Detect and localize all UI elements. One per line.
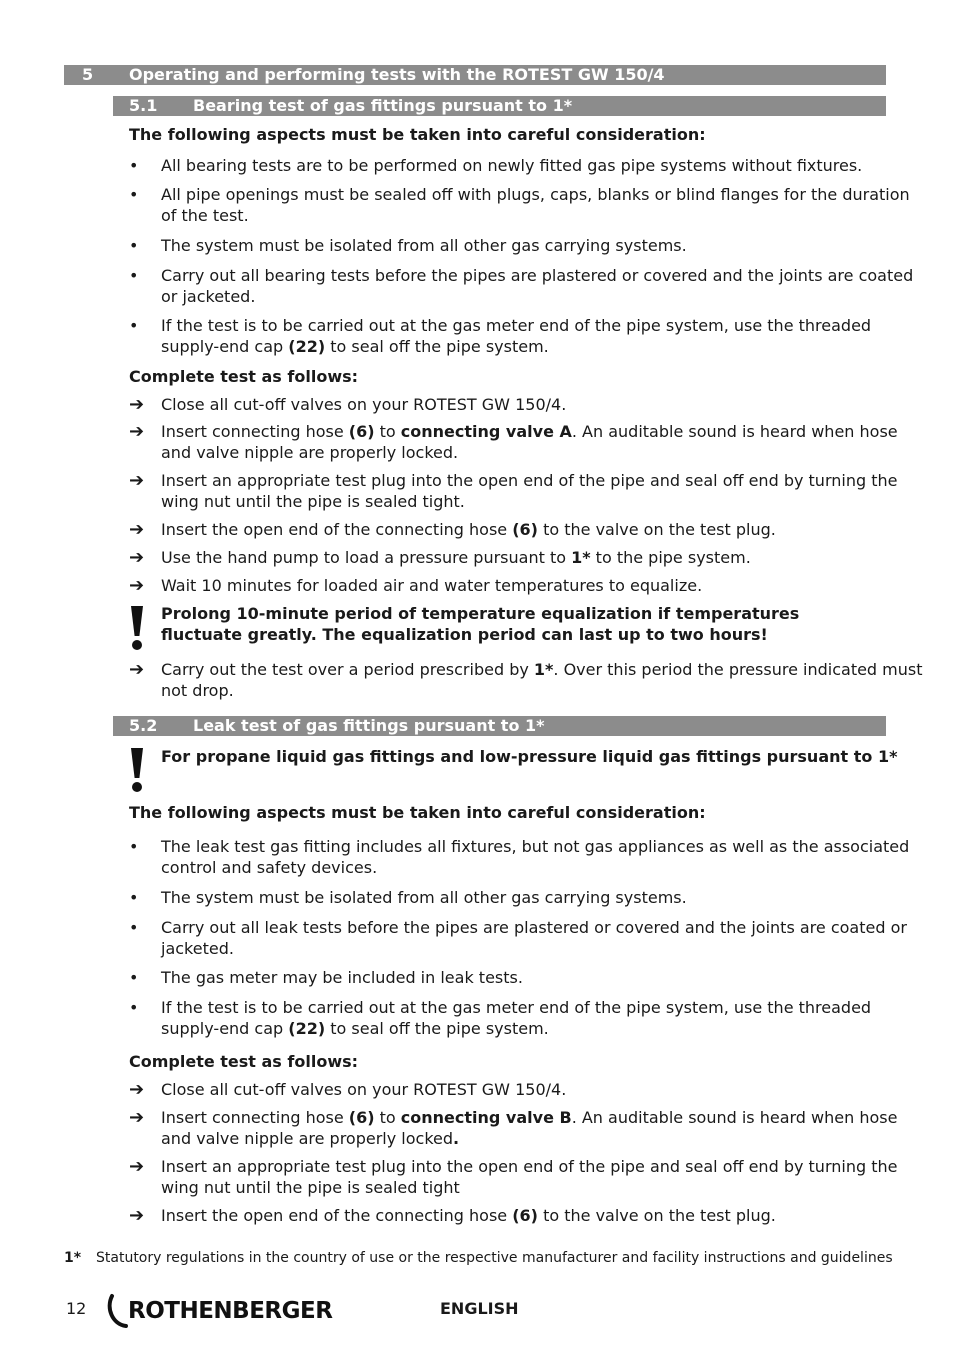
step-item bbox=[161, 1107, 898, 1149]
step-item: Wait 10 minutes for loaded air and water temperatures to equalize. bbox=[161, 576, 703, 595]
line: to seal off the pipe system. bbox=[325, 1019, 549, 1038]
arrow-icon: ➔ bbox=[129, 394, 145, 415]
arrow-icon: ➔ bbox=[129, 519, 145, 540]
line: or jacketed. bbox=[161, 287, 256, 306]
line: If the test is to be carried out at the gas meter end of the pipe system, use the threaded bbox=[161, 998, 872, 1017]
text: Use the hand pump to load a pressure pursuant to bbox=[161, 548, 572, 567]
line: Carry out all leak tests before the pipes are plastered or covered and the joints are coated or bbox=[161, 918, 907, 937]
text: . bbox=[453, 1129, 460, 1148]
line: supply-end cap bbox=[161, 337, 289, 356]
bullet-marker: • bbox=[129, 185, 139, 204]
step-item bbox=[161, 659, 923, 701]
subsection-title: Bearing test of gas fittings pursuant to 1* bbox=[193, 96, 573, 115]
logo-swoosh bbox=[110, 1296, 126, 1326]
step-item: Close all cut-off valves on your ROTEST GW 150/4. bbox=[161, 1080, 567, 1099]
bullet-marker: • bbox=[129, 918, 139, 937]
text: wing nut until the pipe is sealed tight. bbox=[161, 492, 465, 511]
text: Insert the open end of the connecting hose bbox=[161, 520, 513, 539]
arrow-icon: ➔ bbox=[129, 1079, 145, 1100]
language-label: ENGLISH bbox=[440, 1299, 519, 1318]
line: The leak test gas fitting includes all fixtures, but not gas appliances as well as the associated bbox=[161, 837, 910, 856]
line: Prolong 10-minute period of temperature equalization if temperatures bbox=[161, 604, 800, 623]
text: to the valve on the test plug. bbox=[537, 1206, 776, 1225]
section-title: Operating and performing tests with the ROTEST GW 150/4 bbox=[129, 65, 665, 84]
text: . An auditable sound is heard when hose bbox=[571, 422, 898, 441]
logo-text: ROTHENBERGER bbox=[128, 1298, 333, 1324]
list-item bbox=[161, 917, 907, 959]
text: to bbox=[374, 422, 401, 441]
bullet-marker: • bbox=[129, 236, 139, 255]
subsection-number: 5.2 bbox=[129, 716, 158, 735]
list-item: All bearing tests are to be performed on newly fitted gas pipe systems without fixtures. bbox=[161, 156, 863, 175]
part-ref: (6) bbox=[512, 520, 538, 539]
arrow-icon: ➔ bbox=[129, 1156, 145, 1177]
step-item bbox=[161, 1156, 898, 1198]
text: not drop. bbox=[161, 681, 234, 700]
step-item bbox=[161, 547, 889, 568]
rothenberger-logo bbox=[104, 1290, 354, 1330]
arrow-icon: ➔ bbox=[129, 1107, 145, 1128]
text: to the pipe system. bbox=[590, 548, 751, 567]
text: . Over this period the pressure indicated must bbox=[553, 660, 923, 679]
section-header bbox=[64, 65, 886, 85]
list-item bbox=[161, 836, 910, 878]
valve-name: connecting valve B bbox=[400, 1108, 572, 1127]
arrow-icon: ➔ bbox=[129, 547, 145, 568]
list-item bbox=[161, 184, 910, 226]
arrow-icon: ➔ bbox=[129, 1205, 145, 1226]
list-item: The system must be isolated from all other gas carrying systems. bbox=[161, 236, 687, 255]
text: Insert connecting hose bbox=[161, 1108, 349, 1127]
part-ref: (6) bbox=[348, 422, 375, 441]
line: Carry out all bearing tests before the pipes are plastered or covered and the joints are coated bbox=[161, 266, 914, 285]
arrow-icon: ➔ bbox=[129, 421, 145, 442]
text: Insert the open end of the connecting hose bbox=[161, 1206, 513, 1225]
part-ref: (22) bbox=[288, 1019, 326, 1038]
arrow-icon: ➔ bbox=[129, 575, 145, 596]
list-item bbox=[161, 315, 889, 357]
part-ref: (6) bbox=[348, 1108, 375, 1127]
warning-icon bbox=[128, 606, 146, 652]
list-item: The gas meter may be included in leak tests. bbox=[161, 968, 523, 987]
step-item: Close all cut-off valves on your ROTEST GW 150/4. bbox=[161, 395, 567, 414]
line: If the test is to be carried out at the gas meter end of the pipe system, use the threaded bbox=[161, 316, 872, 335]
text: . An auditable sound is heard when hose bbox=[571, 1108, 898, 1127]
subsection-header-5-1 bbox=[113, 96, 886, 116]
list-item bbox=[161, 997, 889, 1039]
arrow-icon: ➔ bbox=[129, 659, 145, 680]
list-item: The system must be isolated from all other gas carrying systems. bbox=[161, 888, 687, 907]
line: control and safety devices. bbox=[161, 858, 378, 877]
section-number: 5 bbox=[82, 65, 94, 84]
page-number: 12 bbox=[66, 1299, 87, 1318]
line: of the test. bbox=[161, 206, 249, 225]
part-ref: (22) bbox=[288, 337, 326, 356]
footnote-text: Statutory regulations in the country of use or the respective manufacturer and facility instructions and guidelines bbox=[96, 1250, 893, 1266]
ref: 1* bbox=[571, 548, 591, 567]
step-item bbox=[161, 1205, 889, 1226]
bullet-marker: • bbox=[129, 968, 139, 987]
bullet-marker: • bbox=[129, 156, 139, 175]
ref: 1* bbox=[533, 660, 554, 679]
text: and valve nipple are properly locked. bbox=[161, 443, 459, 462]
steps-heading: Complete test as follows: bbox=[129, 367, 359, 386]
bullet-marker: • bbox=[129, 266, 139, 285]
text: Insert connecting hose bbox=[161, 422, 349, 441]
line: to seal off the pipe system. bbox=[325, 337, 549, 356]
part-ref: (6) bbox=[512, 1206, 538, 1225]
subsection-header-5-2 bbox=[113, 716, 886, 736]
considerations-heading: The following aspects must be taken into careful consideration: bbox=[129, 125, 706, 144]
steps-heading: Complete test as follows: bbox=[129, 1052, 359, 1071]
step-item bbox=[161, 470, 898, 512]
step-item bbox=[161, 421, 898, 463]
line: All pipe openings must be sealed off with plugs, caps, blanks or blind flanges for the duration bbox=[161, 185, 910, 204]
warning-text: For propane liquid gas fittings and low-pressure liquid gas fittings pursuant to 1* bbox=[161, 747, 898, 766]
text: to the valve on the test plug. bbox=[537, 520, 776, 539]
bullet-marker: • bbox=[129, 998, 139, 1017]
text: and valve nipple are properly locked bbox=[161, 1129, 454, 1148]
valve-name: connecting valve A bbox=[400, 422, 572, 441]
text: to bbox=[374, 1108, 401, 1127]
line: fluctuate greatly. The equalization period can last up to two hours! bbox=[161, 625, 768, 644]
subsection-number: 5.1 bbox=[129, 96, 158, 115]
subsection-title: Leak test of gas fittings pursuant to 1* bbox=[193, 716, 545, 735]
line: supply-end cap bbox=[161, 1019, 289, 1038]
step-item bbox=[161, 519, 889, 540]
warning-icon bbox=[128, 748, 146, 794]
list-item bbox=[161, 265, 914, 307]
bullet-marker: • bbox=[129, 888, 139, 907]
text: Insert an appropriate test plug into the open end of the pipe and seal off end by turning the bbox=[161, 1157, 898, 1176]
arrow-icon: ➔ bbox=[129, 470, 145, 491]
line: jacketed. bbox=[161, 939, 234, 958]
warning-text bbox=[161, 603, 889, 645]
text: wing nut until the pipe is sealed tight bbox=[161, 1178, 460, 1197]
bullet-marker: • bbox=[129, 316, 139, 335]
bullet-marker: • bbox=[129, 837, 139, 856]
text: Carry out the test over a period prescribed by bbox=[161, 660, 534, 679]
considerations-heading: The following aspects must be taken into careful consideration: bbox=[129, 803, 706, 822]
text: Insert an appropriate test plug into the open end of the pipe and seal off end by turning the bbox=[161, 471, 898, 490]
footnote-mark: 1* bbox=[64, 1250, 82, 1266]
